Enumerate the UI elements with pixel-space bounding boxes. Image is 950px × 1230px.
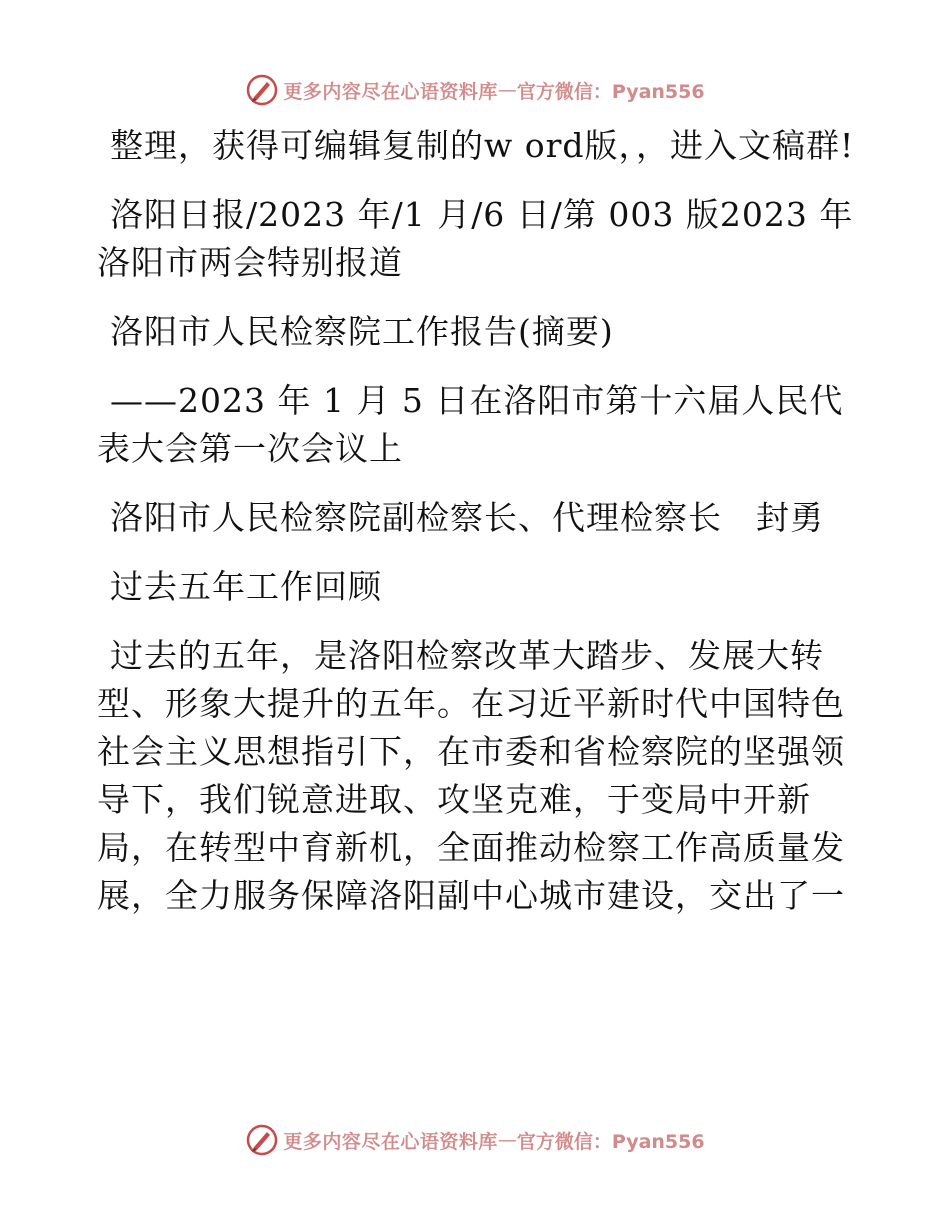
banner-text: 更多内容尽在心语资料库	[283, 1130, 498, 1153]
banner-wechat: 官方微信：Pyan556	[516, 80, 705, 103]
pen-seal-icon	[245, 1123, 279, 1157]
banner-text: 更多内容尽在心语资料库	[283, 80, 498, 103]
banner-separator: —	[497, 79, 517, 101]
paragraph-source: 洛阳日报/2023 年/1 月/6 日/第 003 版2023 年洛阳市两会特别报道	[97, 195, 854, 282]
section-heading: 过去五年工作回顾	[110, 567, 382, 606]
banner-separator: —	[497, 1129, 517, 1151]
banner-wechat: 官方微信：Pyan556	[516, 1130, 705, 1153]
report-title: 洛阳市人民检察院工作报告(摘要)	[110, 312, 614, 351]
footer-banner	[0, 1120, 950, 1160]
paragraph-intro: 整理，获得可编辑复制的w ord版，，进入文稿群!	[110, 126, 855, 165]
pen-seal-icon	[245, 73, 279, 107]
document-body	[97, 122, 857, 941]
header-banner	[0, 70, 950, 110]
report-subtitle: ——2023 年 1 月 5 日在洛阳市第十六届人民代表大会第一次会议上	[97, 381, 844, 468]
body-paragraph: 过去的五年，是洛阳检察改革大踏步、发展大转型、形象大提升的五年。在习近平新时代中国特色社会主义思想指引下，在市委和省检察院的坚强领导下，我们锐意进取、攻坚克难，于变局中开新局，在转型中育新机，全面推动检察工作高质量发展，全力服务保障洛阳副中心城市建设，交出了一	[97, 636, 845, 915]
report-author: 洛阳市人民检察院副检察长、代理检察长 封勇	[110, 498, 824, 537]
